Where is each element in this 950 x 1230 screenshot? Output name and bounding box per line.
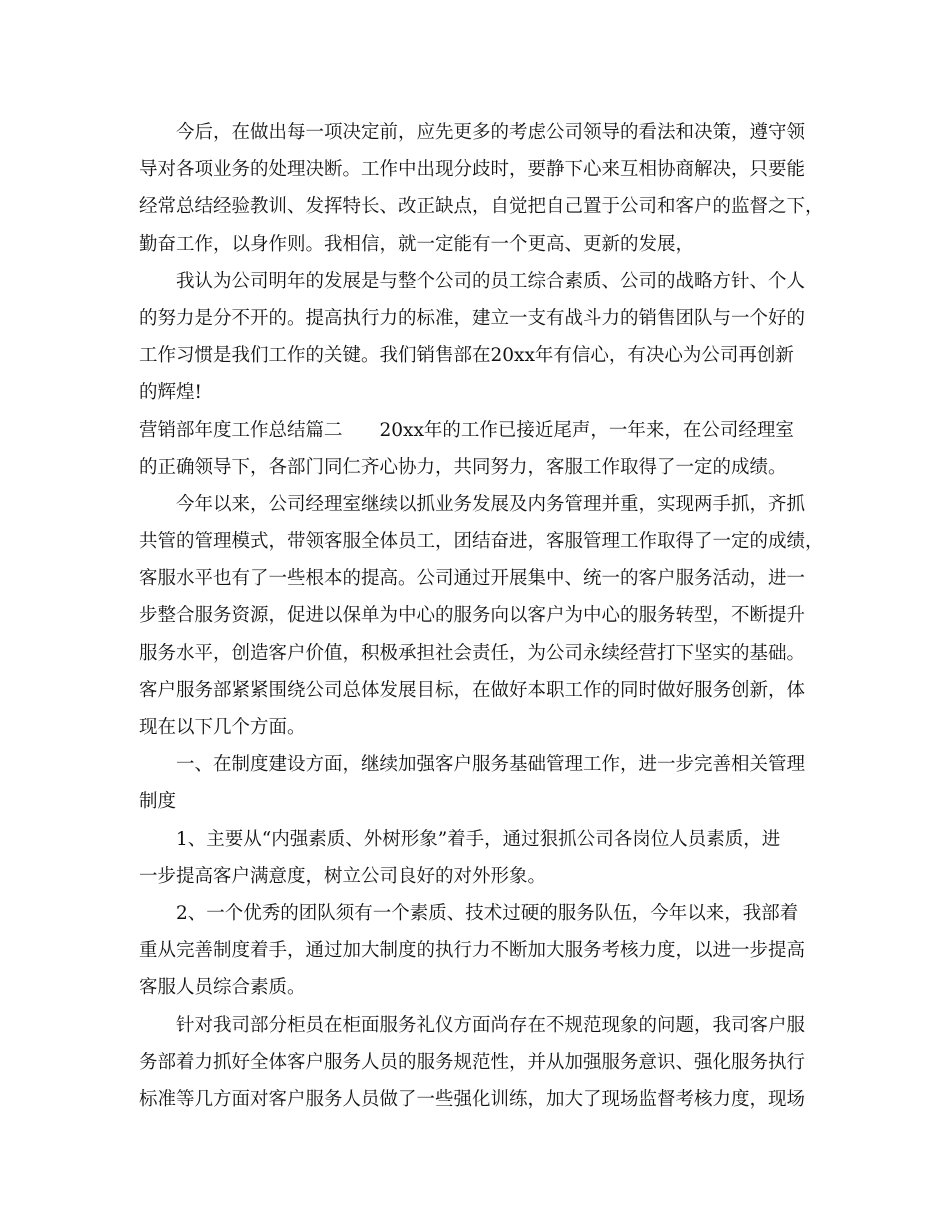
text-line: 制度 (139, 791, 177, 813)
text-line: 一、在制度建设方面，继续加强客户服务基础管理工作，进一步完善相关管理 (176, 754, 806, 776)
text-line: 客户服务部紧紧围绕公司总体发展目标，在做好本职工作的同时做好服务创新，体 (139, 679, 806, 701)
text-line: 标准等几方面对客户服务人员做了一些强化训练，加大了现场监督考核力度，现场 (139, 1088, 806, 1110)
text-line: 客服人员综合素质。 (139, 977, 306, 999)
text-line: 客服水平也有了一些根本的提高。公司通过开展集中、统一的客户服务活动，进一 (139, 568, 806, 590)
text-line: 服务水平，创造客户价值，积极承担社会责任，为公司永续经营打下坚实的基础。 (139, 642, 806, 664)
text-line: 针对我司部分柜员在柜面服务礼仪方面尚存在不规范现象的问题，我司客户服 (176, 1014, 806, 1036)
text-line: 现在以下几个方面。 (139, 717, 306, 738)
text-line: 重从完善制度着手，通过加大制度的执行力不断加大服务考核力度，以进一步提高 (139, 940, 806, 962)
document-body (139, 114, 824, 1118)
text-line: 的努力是分不开的。提高执行力的标准，建立一支有战斗力的销售团队与一个好的 (139, 307, 806, 329)
text-line: 经常总结经验教训、发挥特长、改正缺点，自觉把自己置于公司和客户的监督之下， (139, 196, 824, 218)
text-line: 步整合服务资源，促进以保单为中心的服务向以客户为中心的服务转型，不断提升 (139, 605, 806, 627)
text-line: 工作习惯是我们工作的关键。我们销售部在20xx年有信心，有决心为公司再创新 (139, 345, 794, 367)
text-line: 2、一个优秀的团队须有一个素质、技术过硬的服务队伍，今年以来，我部着 (176, 902, 799, 924)
text-line: 的正确领导下，各部门同仁齐心协力，共同努力，客服工作取得了一定的成绩。 (139, 456, 787, 478)
text-line: 共管的管理模式，带领客服全体员工，团结奋进，客服管理工作取得了一定的成绩， (139, 531, 824, 553)
text-line: 1、主要从“内强素质、外树形象”着手，通过狠抓公司各岗位人员素质，进 (176, 828, 781, 850)
text-line: 今年以来，公司经理室继续以抓业务发展及内务管理并重，实现两手抓，齐抓 (176, 493, 806, 515)
text-line: 的辉煌! (139, 382, 202, 404)
text-line: 一步提高客户满意度，树立公司良好的对外形象。 (139, 865, 547, 887)
text-line: 务部着力抓好全体客户服务人员的服务规范性，并从加强服务意识、强化服务执行 (139, 1051, 806, 1073)
text-line: 导对各项业务的处理决断。工作中出现分歧时，要静下心来互相协商解决，只要能 (139, 159, 806, 181)
text-line: 我认为公司明年的发展是与整个公司的员工综合素质、公司的战略方针、个人 (176, 270, 806, 292)
text-line: 勤奋工作，以身作则。我相信，就一定能有一个更高、更新的发展， (139, 233, 695, 255)
text-line: 今后，在做出每一项决定前，应先更多的考虑公司领导的看法和决策，遵守领 (176, 122, 806, 143)
section-heading-line: 营销部年度工作总结篇二 20xx年的工作已接近尾声，一年来，在公司经理室 (139, 419, 794, 441)
